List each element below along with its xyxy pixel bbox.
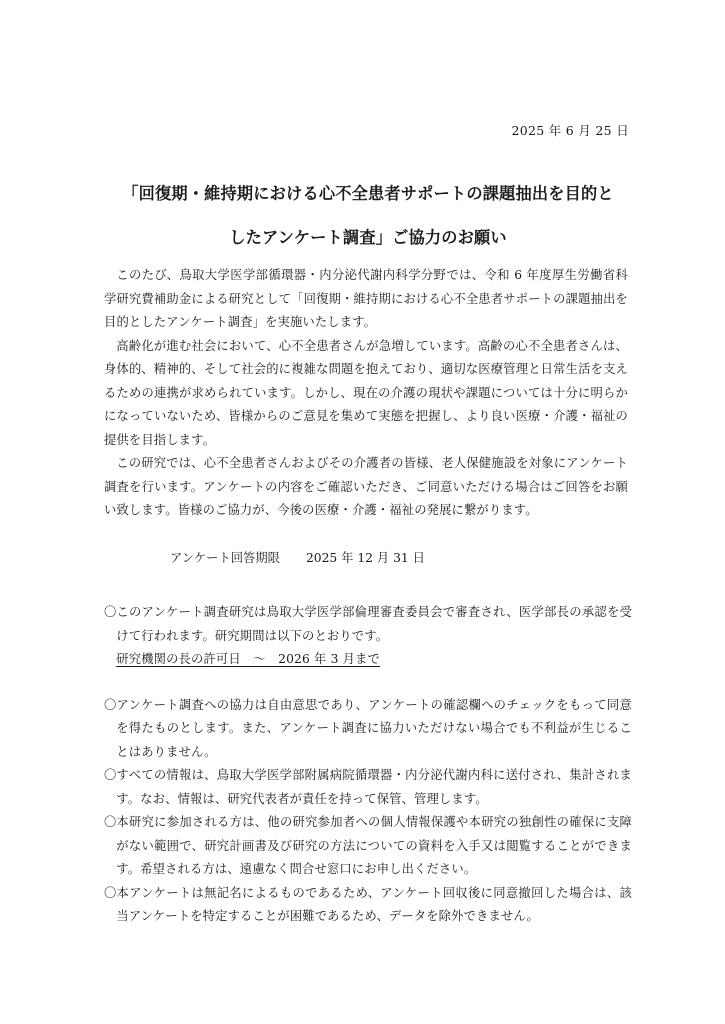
- note-bullet: 〇: [104, 768, 117, 782]
- note-access-text: 本研究に参加される方は、他の研究参加者への個人情報保護や本研究の独創性の確保に支障がない範囲で、研究計画書及び研究の方法についての資料を入手又は閲覧することができます。希望される方は、遠慮なく問合せ窓口にお申し出ください。: [116, 815, 632, 876]
- note-bullet: 〇: [104, 815, 117, 829]
- deadline-date: 2025 年 12 月 31 日: [305, 551, 425, 565]
- document-date: 2025 年 6 月 25 日: [511, 123, 629, 138]
- research-period-text: 研究機関の長の許可日 ～ 2026 年 3 月まで: [116, 652, 380, 666]
- note-ethics-text: このアンケート調査研究は鳥取大学医学部倫理審査委員会で審査され、医学部長の承認を受けて行われます。研究期間は以下のとおりです。: [116, 605, 632, 643]
- document-title: [108, 172, 628, 260]
- note-bullet: 〇: [104, 697, 117, 712]
- deadline-label: アンケート回答期限: [170, 551, 280, 565]
- note-voluntary-consent: [104, 694, 632, 765]
- note-data-text: すべての情報は、鳥取大学医学部附属病院循環器・内分泌代謝内科に送付され、集計されます。なお、情報は、研究代表者が責任を持って保管、管理します。: [116, 768, 632, 806]
- response-deadline: [170, 548, 425, 566]
- intro-paragraph-2: 高齢化が進む社会において、心不全患者さんが急増しています。高齢の心不全患者さんは、身体的、精神的、そして社会的に複雑な問題を抱えており、適切な医療管理と日常生活を支えるための連携が求められています。しかし、現在の介護の現状や課題については十分に明らかになっていないため、皆様からのご意見を集めて実態を把握し、より良い医療・介護・福祉の提供を目指します。: [104, 338, 628, 447]
- note-consent-text: アンケート調査への協力は自由意思であり、アンケートの確認欄へのチェックをもって同意を得たものとします。また、アンケート調査に協力いただけない場合でも不利益が生じることはありません。: [116, 697, 632, 759]
- title-line-2: したアンケート調査」ご協力のお願い: [229, 228, 507, 247]
- note-anonymity: [104, 882, 632, 929]
- note-bullet: 〇: [104, 885, 117, 900]
- note-bullet: 〇: [104, 605, 117, 619]
- intro-section: [104, 264, 628, 523]
- intro-paragraph-1: このたび、鳥取大学医学部循環器・内分泌代謝内科学分野では、令和 6 年度厚生労働省科学研究費補助金による研究として「回復期・維持期における心不全患者サポートの課題抽出を目的としたアンケート調査」を実施いたします。: [104, 268, 628, 329]
- note-document-access: [104, 811, 632, 882]
- title-line-1: 「回復期・維持期における心不全患者サポートの課題抽出を目的と: [122, 184, 614, 203]
- notes-section: [104, 601, 632, 929]
- note-data-handling: [104, 764, 632, 811]
- note-anonymity-text: 本アンケートは無記名によるものであるため、アンケート回収後に同意撤回した場合は、該当アンケートを特定することが困難であるため、データを除外できません。: [116, 885, 632, 923]
- research-period: [116, 648, 632, 672]
- note-ethics-review: [104, 601, 632, 672]
- intro-paragraph-3: この研究では、心不全患者さんおよびその介護者の皆様、老人保健施設を対象にアンケート調査を行います。アンケートの内容をご確認いただき、ご同意いただける場合はご回答をお願い致します。皆様のご協力が、今後の医療・介護・福祉の発展に繋がります。: [104, 456, 628, 517]
